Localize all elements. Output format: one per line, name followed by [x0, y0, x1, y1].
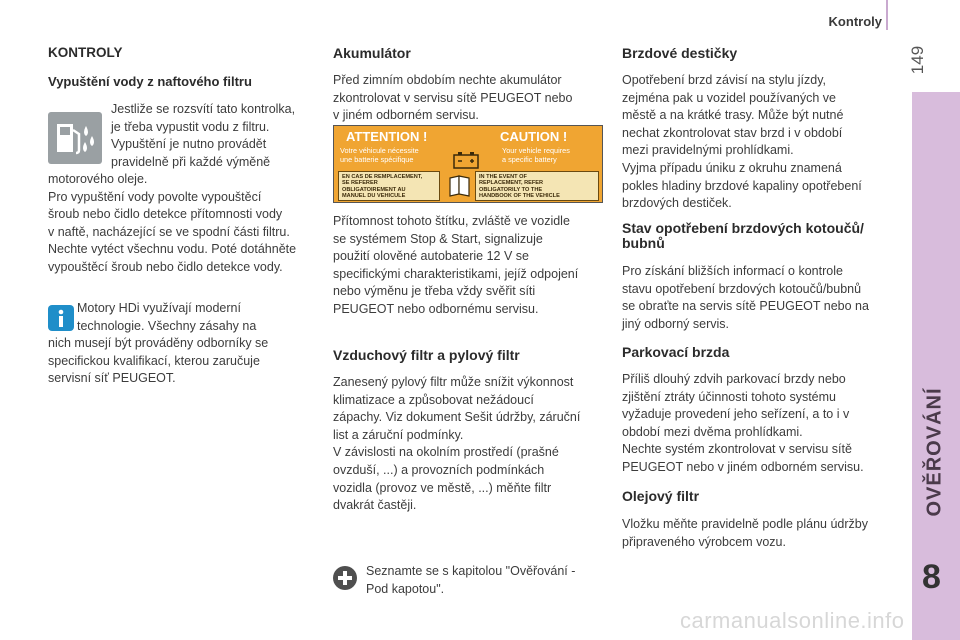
text-line: Vypuštění je nutno provádět — [111, 137, 267, 152]
section-title-air-filter: Vzduchový filtr a pylový filtr — [333, 347, 520, 363]
label-box-en: IN THE EVENT OF REPLACEMENT, REFER OBLIGATORILY TO THE HANDBOOK OF THE VEHICLE — [475, 171, 599, 201]
water-drain-intro — [111, 101, 295, 171]
section-title-brake-pads: Brzdové destičky — [622, 45, 738, 61]
page-number: 149 — [908, 45, 927, 75]
battery-label-text: Přítomnost tohoto štítku, zvláště ve vozidle se systémem Stop & Start, signalizuje použití olověné autobaterie 12 V se specifickými charakteristikami, jejíž odpojení nebo výměnu je třeba vždy svěřit síti PEUGEOT nebo odbornému servisu. — [333, 214, 579, 316]
battery-text: Před zimním obdobím nechte akumulátor zkontrolovat v servisu sítě PEUGEOT nebo v jiném odborném servisu. — [333, 73, 573, 123]
label-box-fr: EN CAS DE REMPLACEMENT, SE REFERER OBLIGATOIREMENT AU MANUEL DU VEHICULE — [338, 171, 440, 201]
main-title: KONTROLY — [48, 45, 123, 60]
label-sub-fr: Votre véhicule nécessite une batterie spécifique — [340, 146, 419, 164]
chapter-number: 8 — [922, 558, 941, 596]
water-drain-text: motorového oleje. Pro vypuštění vody povolte vypouštěcí šroub nebo čidlo detekce přítomnosti vody v naftě, nacházející se ve spodní části filtru. Nechte vytéct všechnu vodu. Poté dotáhněte vypouštěcí šroub nebo čidlo detekce vody. — [48, 172, 297, 274]
see-chapter-note: Seznamte se s kapitolou "Ověřování - Pod kapotou". — [366, 564, 576, 596]
fuel-water-warning-icon — [48, 112, 102, 164]
section-title-battery: Akumulátor — [333, 45, 411, 61]
text-line: Jestliže se rozsvítí tato kontrolka, — [111, 102, 296, 116]
section-title-oil-filter: Olejový filtr — [622, 488, 700, 504]
text-line: je třeba vypustit vodu z filtru. — [111, 119, 270, 134]
label-sub-en: Your vehicle requires a specific battery — [502, 146, 570, 164]
parking-brake-text: Příliš dlouhý zdvih parkovací brzdy nebo zjištění ztráty účinnosti tohoto systému vyžaduje provedení jeho seřízení, a to i v období mezi dvěma prohlídkami. Nechte systém zkontrolovat v servisu sítě PEUGEOT nebo v jiném odborném servisu. — [622, 372, 864, 474]
header-divider — [886, 0, 888, 30]
info-note-text: nich musejí být prováděny odborníky se specifickou kvalifikací, kterou zaručuje servisní síť PEUGEOT. — [48, 336, 269, 386]
book-icon — [447, 172, 473, 198]
air-filter-text: Zanesený pylový filtr může snížit výkonnost klimatizace a způsobovat nežádoucí zápachy. Viz dokument Sešit údržby, záruční list a záruční podmínky. V závislosti na okolním prostředí (prašné ovzduší, ...) a provozních podmínkách vozidla (provoz ve městě, ...) měňte filtr dvakrát častěji. — [333, 375, 581, 513]
text-line: pravidelně při každé výměně — [111, 154, 271, 169]
text-line: technologie. Všechny zásahy na — [77, 318, 257, 333]
label-title-fr: ATTENTION ! — [346, 129, 428, 144]
section-title-parking-brake: Parkovací brzda — [622, 344, 730, 360]
chapter-tab-label: OVĚŘOVÁNÍ — [923, 387, 946, 517]
header-title: Kontroly — [828, 14, 882, 29]
plus-icon — [333, 566, 357, 590]
section-title-brake-discs: Stav opotřebení brzdových kotoučů/ bubnů — [622, 220, 864, 251]
text-line: Motory HDi využívají moderní — [77, 301, 241, 315]
info-note-intro — [77, 300, 256, 335]
label-title-en: CAUTION ! — [500, 129, 568, 144]
brake-pads-text: Opotřebení brzd závisí na stylu jízdy, zejména pak u vozidel používaných ve městě a na krátké trasy. Může být nutné nechat zkontrolovat stav brzd i v období mezi pravidelnými prohlídkami. Vyjma případu úniku z okruhu znamená pokles hladiny brzdové kapaliny opotřebení brzdových destiček. — [622, 73, 862, 211]
oil-filter-text: Vložku měňte pravidelně podle plánu údržby připraveného výrobcem vozu. — [622, 517, 868, 549]
watermark: carmanualsonline.info — [680, 608, 905, 633]
brake-discs-text: Pro získání bližších informací o kontrole stavu opotřebení brzdových kotoučů/bubnů se obraťte na servis sítě PEUGEOT nebo na jiný odborný servis. — [622, 264, 869, 331]
battery-warning-label — [333, 125, 603, 203]
section-title-water-drain: Vypuštění vody z naftového filtru — [48, 74, 252, 89]
battery-icon — [452, 150, 482, 170]
info-icon — [48, 305, 74, 331]
